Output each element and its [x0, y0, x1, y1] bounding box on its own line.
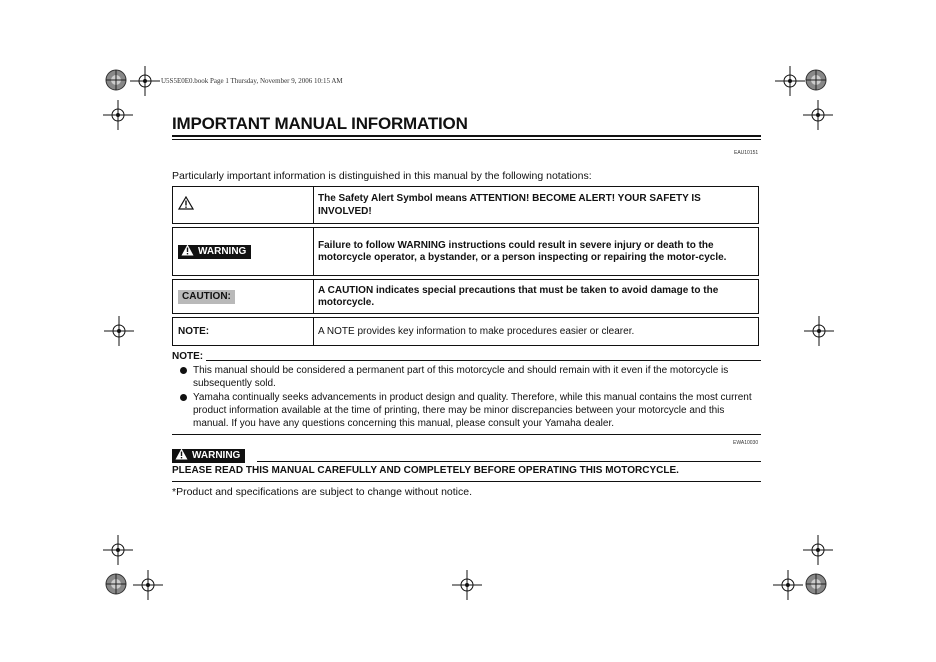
notation-label-cell [173, 187, 314, 223]
crosshair-mark-top-right [775, 66, 805, 96]
warning-heading-rule [257, 461, 761, 462]
warning-block-badge-wrap [172, 447, 245, 465]
title-rule-thin [172, 139, 761, 140]
footnote: *Product and specifications are subject to change without notice. [172, 486, 473, 498]
warning-badge [178, 245, 251, 259]
note-heading: NOTE: [172, 351, 204, 362]
crosshair-mark-bottom-center [452, 570, 482, 600]
crosshair-mark-bottom-right [773, 570, 803, 600]
warning-end-rule [172, 481, 761, 482]
crosshair-mark-mid-left [104, 316, 134, 346]
notation-row-safety-alert [172, 186, 759, 224]
notation-label-cell [173, 280, 314, 313]
bullet-icon [180, 394, 187, 401]
book-file-header: U5S5E0E0.book Page 1 Thursday, November 9, 2006 10:15 AM [161, 77, 343, 85]
warning-badge-label: WARNING [198, 246, 247, 257]
notation-label-cell [173, 318, 314, 345]
page-title: IMPORTANT MANUAL INFORMATION [172, 114, 468, 133]
note-label: NOTE: [178, 326, 210, 337]
crosshair-mark-top-right-2 [803, 100, 833, 130]
warning-text: PLEASE READ THIS MANUAL CAREFULLY AND COMPLETELY BEFORE OPERATING THIS MOTORCYCLE. [172, 465, 679, 476]
note-end-rule [172, 434, 761, 435]
caution-badge: CAUTION: [178, 290, 235, 304]
section-code: EAU10151 [734, 150, 759, 156]
crosshair-mark-top-left [130, 66, 160, 96]
crosshair-mark-mid-right [804, 316, 834, 346]
registration-mark-bottom-left-dial [104, 572, 128, 596]
notation-text: A CAUTION indicates special precautions that must be taken to avoid damage to the motorcycle. [318, 284, 719, 308]
safety-alert-icon [178, 196, 194, 215]
intro-paragraph: Particularly important information is distinguished in this manual by the following notations: [172, 170, 592, 182]
notation-row-warning [172, 227, 759, 276]
crosshair-mark-bottom-right-2 [803, 535, 833, 565]
list-item-text: Yamaha continually seeks advancements in product design and quality. Therefore, while this manual contains the most current product information available at the time of printing, there may be minor discrepancies between your motorcycle and this manual. If you have any questions concerning this manual, please consult your Yamaha dealer. [193, 392, 752, 429]
note-bullet-list [172, 364, 761, 431]
notation-text: Failure to follow WARNING instructions could result in severe injury or death to the motorcycle operator, a bystander, or a person inspecting or repairing the motor-cycle. [318, 239, 727, 263]
crosshair-mark-top-left-2 [103, 100, 133, 130]
notation-label-cell [173, 228, 314, 275]
warning-badge [172, 449, 245, 463]
warning-triangle-icon [181, 244, 194, 259]
registration-mark-bottom-right-dial [804, 572, 828, 596]
warning-badge-label: WARNING [192, 450, 241, 461]
warning-triangle-icon [175, 448, 188, 463]
list-item-text: This manual should be considered a permanent part of this motorcycle and should remain with it even if the motorcycle is subsequently sold. [193, 365, 729, 389]
notation-text: A NOTE provides key information to make procedures easier or clearer. [318, 325, 635, 337]
warning-code: EWA10030 [733, 440, 759, 446]
notation-row-caution [172, 279, 759, 314]
notation-text: The Safety Alert Symbol means ATTENTION! BECOME ALERT! YOUR SAFETY IS INVOLVED! [318, 193, 701, 217]
crosshair-mark-bottom-left-2 [133, 570, 163, 600]
registration-mark-top-right-dial [804, 68, 828, 92]
note-heading-rule [206, 360, 761, 361]
list-item [172, 364, 761, 390]
bullet-icon [180, 367, 187, 374]
registration-mark-top-left-dial [104, 68, 128, 92]
title-rule-thick [172, 135, 761, 137]
list-item [172, 391, 761, 430]
notation-row-note [172, 317, 759, 346]
crosshair-mark-bottom-left [103, 535, 133, 565]
